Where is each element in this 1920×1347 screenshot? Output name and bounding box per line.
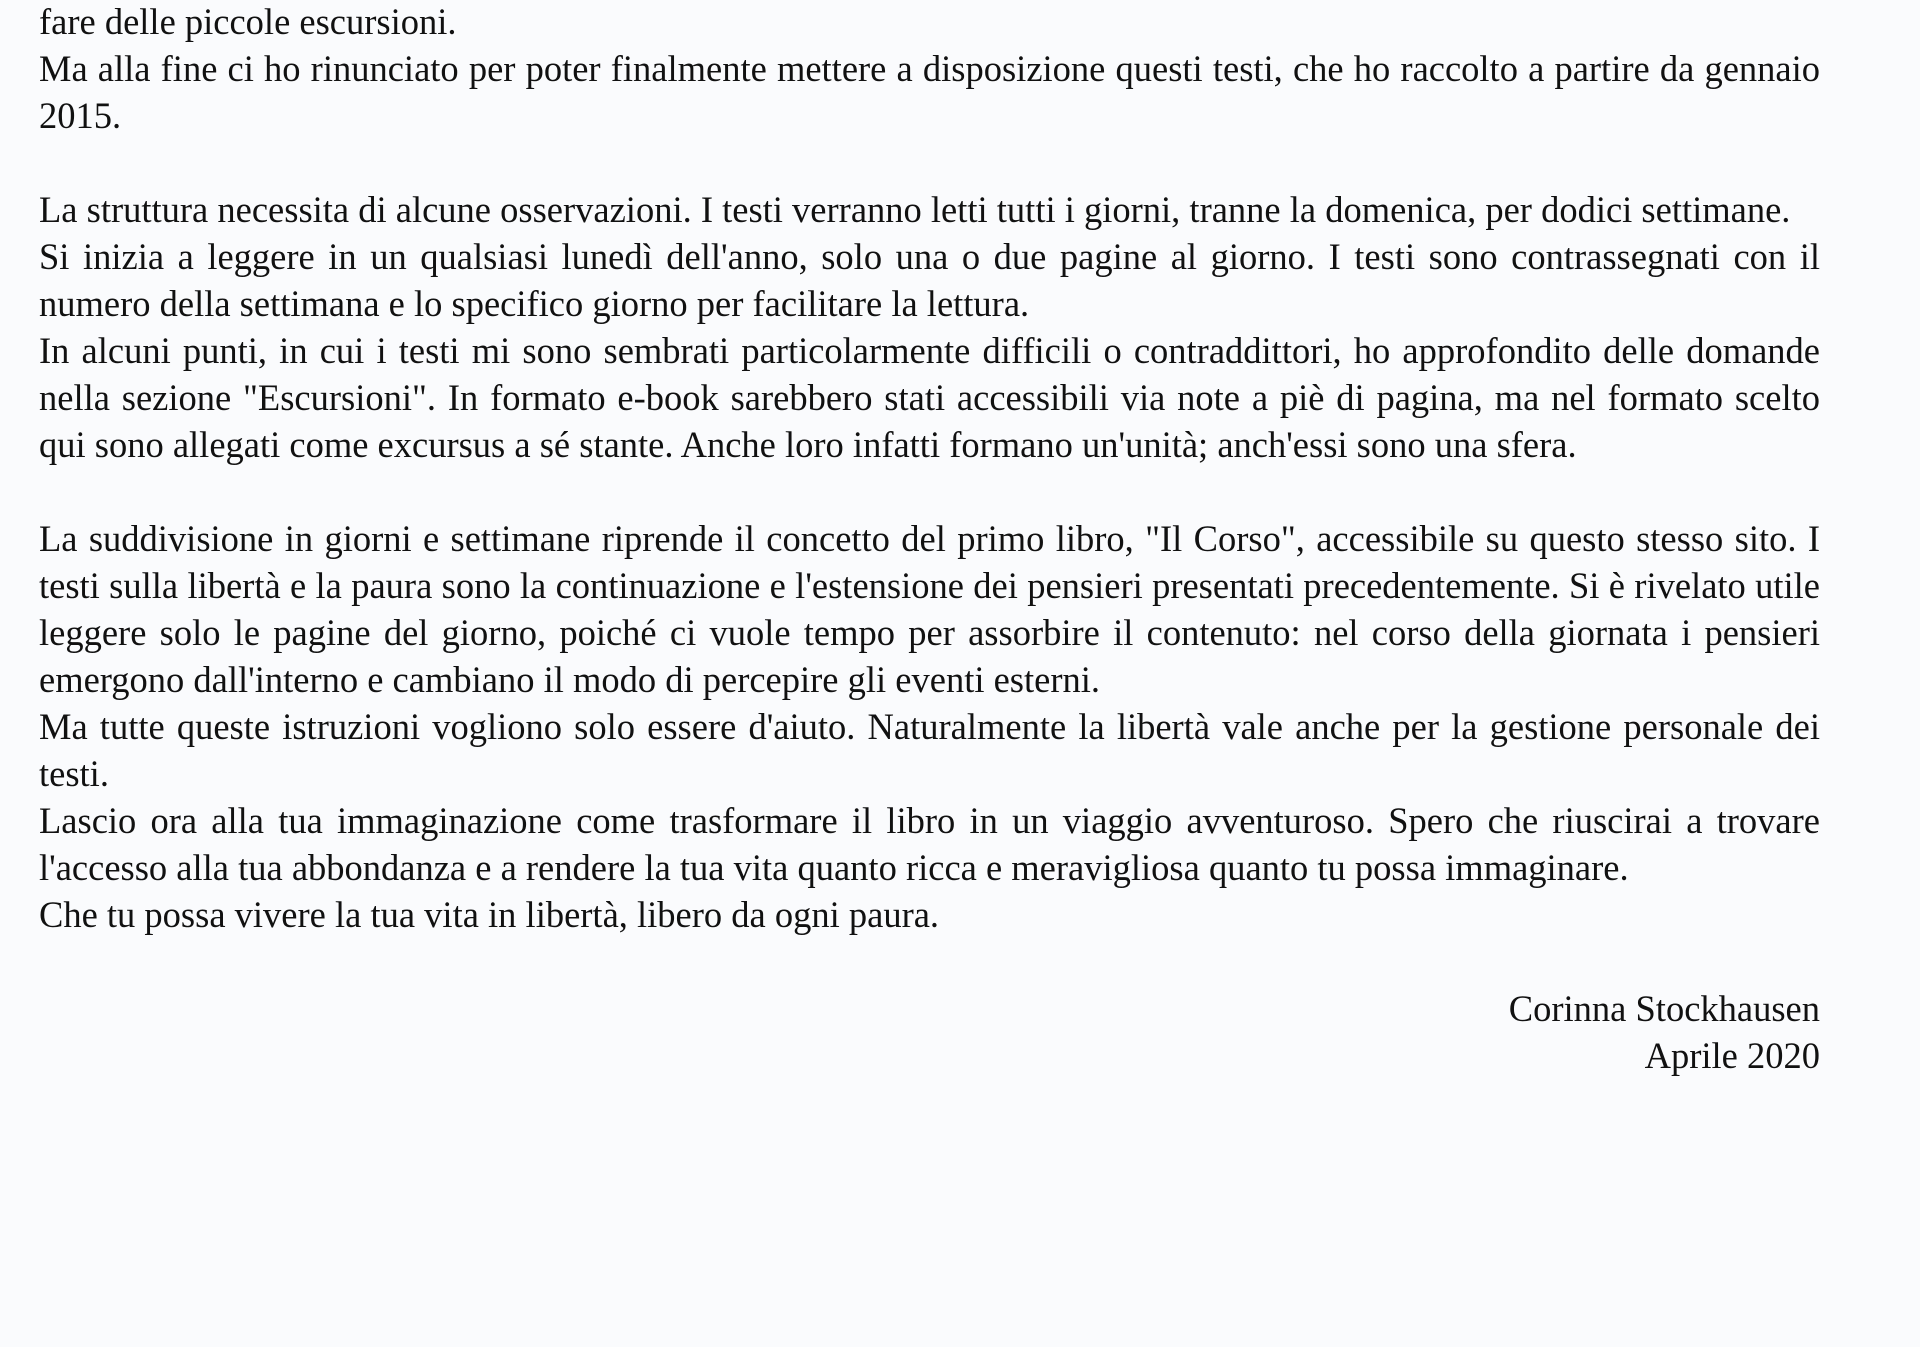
paragraph-structure xyxy=(39,186,1820,468)
signature-author: Corinna Stockhausen xyxy=(1508,988,1820,1029)
text-line: Che tu possa vivere la tua vita in libertà, libero da ogni paura. xyxy=(39,894,940,935)
paragraph-spacer xyxy=(39,468,1820,515)
document-body xyxy=(39,0,1820,1079)
text-line: Ma alla fine ci ho rinunciato per poter finalmente mettere a disposizione questi testi, che ho raccolto a partire da gennaio 2015. xyxy=(39,48,1820,136)
text-line: Si inizia a leggere in un qualsiasi lunedì dell'anno, solo una o due pagine al giorno. I testi sono contrassegnati con il numero della settimana e lo specifico giorno per facilitare la lettura. xyxy=(39,236,1820,324)
text-line: In alcuni punti, in cui i testi mi sono sembrati particolarmente difficili o contraddittori, ho approfondito delle domande nella sezione "Escursioni". In formato e-book sarebbero stati accessibili via note a piè di pagina, ma nel formato scelto qui sono allegati come excursus a sé stante. Anche loro infatti formano un'unità; anch'essi sono una sfera. xyxy=(39,330,1820,465)
text-line: Ma tutte queste istruzioni vogliono solo essere d'aiuto. Naturalmente la libertà vale anche per la gestione personale dei testi. xyxy=(39,706,1820,794)
paragraph-division xyxy=(39,515,1820,938)
signature-date: Aprile 2020 xyxy=(1644,1035,1820,1076)
signature-block xyxy=(39,985,1820,1079)
paragraph-spacer xyxy=(39,139,1820,186)
text-line: La suddivisione in giorni e settimane riprende il concetto del primo libro, "Il Corso", accessibile su questo stesso sito. I testi sulla libertà e la paura sono la continuazione e l'estensione dei pensieri presentati precedentemente. Si è rivelato utile leggere solo le pagine del giorno, poiché ci vuole tempo per assorbire il contenuto: nel corso della giornata i pensieri emergono dall'interno e cambiano il modo di percepire gli eventi esterni. xyxy=(39,518,1820,700)
paragraph-intro xyxy=(39,0,1820,139)
text-line: La struttura necessita di alcune osservazioni. I testi verranno letti tutti i giorni, tranne la domenica, per dodici settimane. xyxy=(39,189,1791,230)
text-line: fare delle piccole escursioni. xyxy=(39,1,457,42)
text-line: Lascio ora alla tua immaginazione come trasformare il libro in un viaggio avventuroso. Spero che riuscirai a trovare l'accesso alla tua abbondanza e a rendere la tua vita quanto ricca e meravigliosa quanto tu possa immaginare. xyxy=(39,800,1820,888)
